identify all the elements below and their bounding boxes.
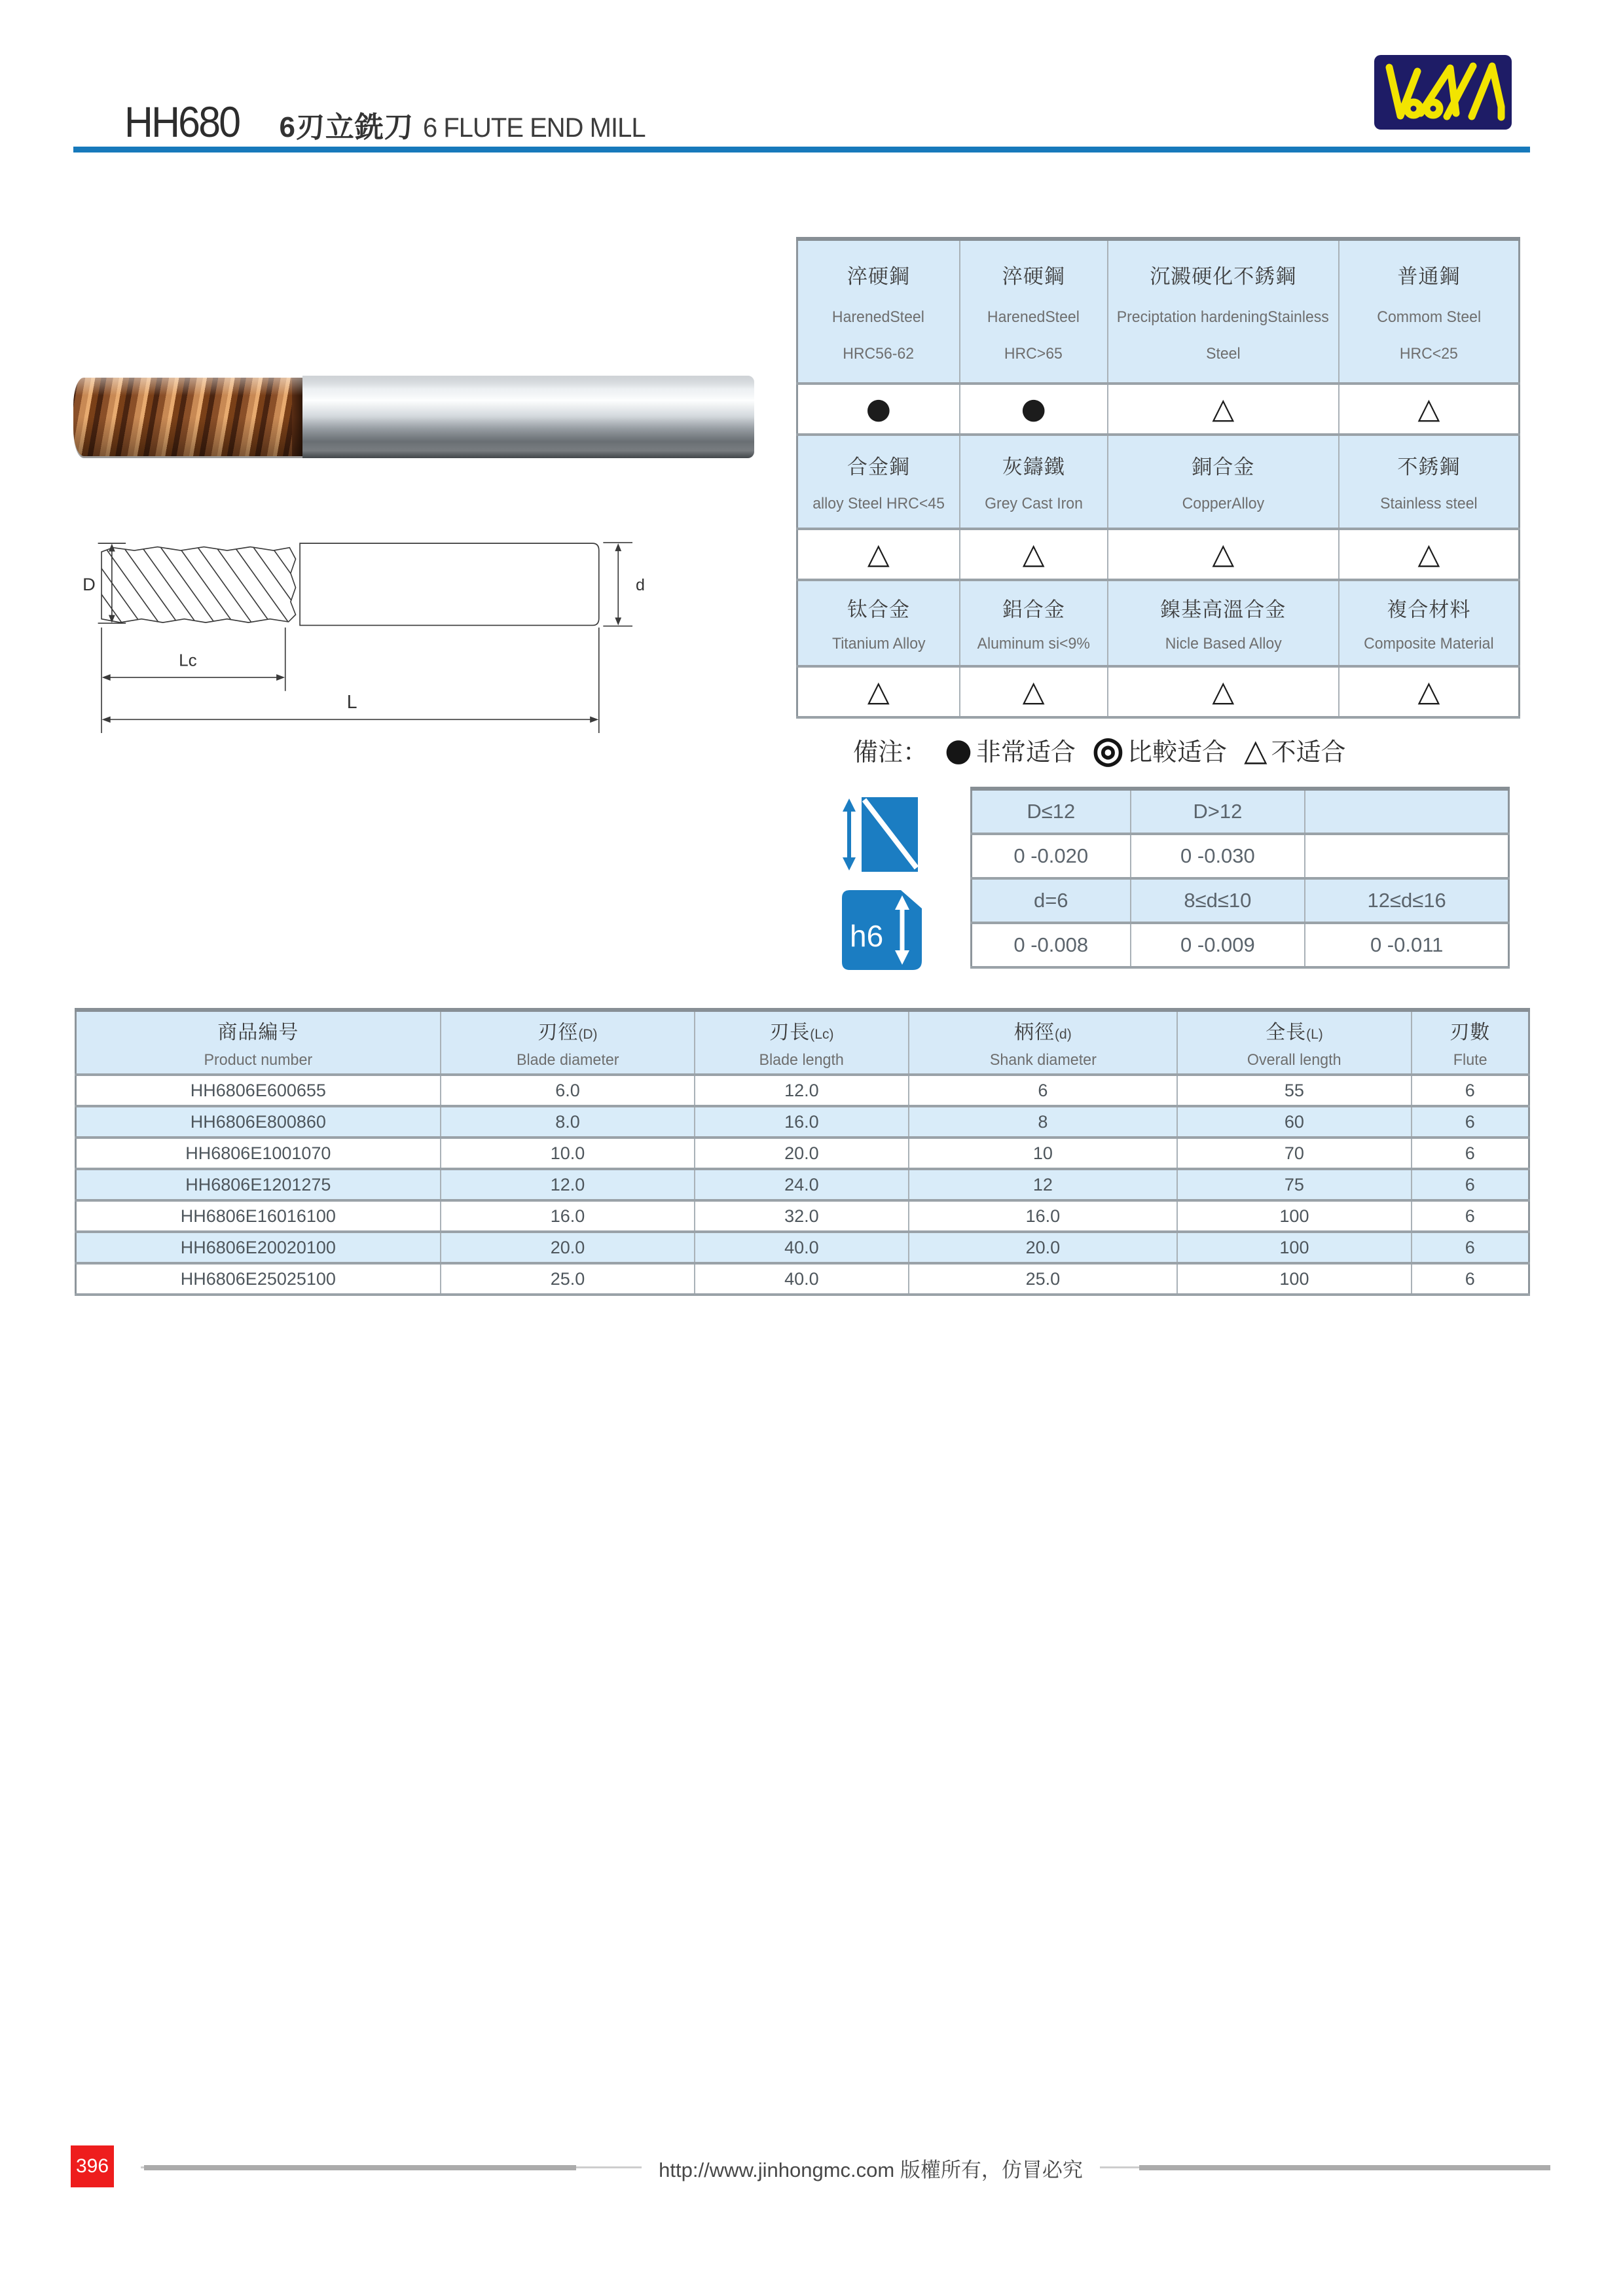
column-label-zh: 刃長 [769, 1022, 811, 1043]
material-cell [797, 580, 960, 666]
column-label-sub: (D) [578, 1027, 598, 1042]
material-cell [960, 239, 1108, 384]
tolerance-cell: D≤12 [972, 789, 1131, 834]
header-rule [73, 147, 1530, 152]
blade-diameter-cell: 12.0 [441, 1169, 695, 1200]
suitability-symbol: △ [1108, 384, 1339, 435]
suitability-symbol: △ [1339, 529, 1520, 580]
legend-item-best [945, 732, 1076, 768]
suitability-symbol: △ [960, 666, 1108, 717]
material-name-en: Titanium Alloy [831, 634, 926, 653]
blade-diameter-cell: 16.0 [441, 1200, 695, 1232]
subtitle [279, 103, 657, 145]
column-label-en: Product number [204, 1051, 313, 1069]
material-cell [960, 435, 1108, 529]
subtitle-english: 6 FLUTE END MILL [422, 112, 646, 143]
table-row [76, 1075, 1529, 1106]
table-row [76, 1263, 1529, 1295]
blade-diameter-cell: 25.0 [441, 1263, 695, 1295]
dim-label-L: L [346, 691, 357, 713]
column-label-zh: 商品編号 [217, 1022, 299, 1043]
material-name-zh: 鋁合金 [1002, 598, 1065, 622]
column-header-blade-length [695, 1010, 908, 1075]
column-header-blade-diameter [441, 1010, 695, 1075]
dim-L-lines [105, 628, 599, 733]
material-name-zh: 合金鋼 [847, 456, 910, 479]
shank-diameter-cell: 25.0 [909, 1263, 1178, 1295]
legend-item-unsuitable [1244, 732, 1345, 768]
shank-diameter-cell: 12 [909, 1169, 1178, 1200]
material-hardness: HRC>65 [1004, 345, 1063, 363]
shank-diameter-cell: 8 [909, 1106, 1178, 1138]
table-row [76, 1169, 1529, 1200]
tolerance-cell: 8≤d≤10 [1131, 878, 1305, 923]
material-name-zh: 灰鑄鐵 [1002, 456, 1065, 479]
tolerance-cell: 0 -0.008 [972, 923, 1131, 967]
material-suitability-table [796, 237, 1520, 719]
tolerance-cell: D>12 [1131, 789, 1305, 834]
overall-length-cell: 100 [1177, 1263, 1411, 1295]
material-name-en: alloy Steel HRC<45 [812, 494, 945, 512]
triangle-icon: △ [1244, 732, 1267, 768]
endmill-photo [73, 376, 754, 458]
column-label-en: Blade diameter [516, 1051, 619, 1069]
legend-label: 非常适合 [976, 739, 1076, 766]
material-name-en: Preciptation hardeningStainless [1117, 308, 1330, 326]
blade-length-cell: 32.0 [695, 1200, 908, 1232]
material-name-zh: 沉澱硬化不銹鋼 [1150, 264, 1297, 288]
material-name-en: HarenedSteel [987, 308, 1080, 326]
material-name-zh: 鎳基高溫合金 [1160, 598, 1286, 622]
suitability-symbol: △ [1108, 666, 1339, 717]
shank-h6-tolerance-icon [841, 889, 923, 971]
dim-Lc-lines [101, 628, 285, 733]
page-title [124, 97, 657, 147]
column-label-en: Flute [1453, 1051, 1487, 1069]
material-cell [797, 435, 960, 529]
suitability-symbol: △ [960, 529, 1108, 580]
endmill-diagram [77, 537, 648, 738]
material-name-zh: 不銹鋼 [1397, 456, 1461, 479]
material-cell [960, 580, 1108, 666]
column-label-en: Blade length [759, 1051, 845, 1069]
tolerance-cell: 0 -0.030 [1131, 834, 1305, 878]
shank-diameter-cell: 20.0 [909, 1232, 1178, 1263]
product-number-cell: HH6806E1001070 [76, 1138, 441, 1169]
table-row [76, 1232, 1529, 1263]
blade-diameter-cell: 20.0 [441, 1232, 695, 1263]
column-label-en: Shank diameter [989, 1051, 1097, 1069]
tolerance-row [972, 789, 1509, 834]
product-table-header [76, 1010, 1529, 1075]
material-name-en: Stainless steel [1380, 494, 1478, 512]
material-header-row-3 [797, 580, 1520, 666]
dim-label-Lc: Lc [179, 650, 197, 670]
material-name-zh: 淬硬鋼 [847, 264, 910, 288]
suitability-symbol: ● [960, 384, 1108, 435]
product-number-cell: HH6806E1201275 [76, 1169, 441, 1200]
footer-rule-left-segment [144, 2165, 576, 2170]
material-cell [1108, 580, 1339, 666]
material-name-en: CopperAlloy [1182, 494, 1265, 512]
material-name-en: Grey Cast Iron [984, 494, 1083, 512]
double-circle-icon: ◎ [1092, 728, 1124, 770]
material-cell [1108, 239, 1339, 384]
photo-highlight [73, 376, 754, 458]
material-name-en: Commom Steel [1376, 308, 1481, 326]
diameter-tolerance-icon [841, 795, 921, 874]
column-label-zh: 刃徑 [538, 1022, 579, 1043]
blade-length-cell: 24.0 [695, 1169, 908, 1200]
table-row [76, 1138, 1529, 1169]
material-name-en: Composite Material [1364, 634, 1494, 653]
tolerance-cell [1305, 834, 1508, 878]
material-hardness: HRC56-62 [843, 345, 915, 363]
column-header-shank-diameter [909, 1010, 1178, 1075]
flute-count-cell: 6 [1412, 1106, 1529, 1138]
column-label-zh: 柄徑 [1014, 1022, 1055, 1043]
material-symbol-row-3 [797, 666, 1520, 717]
tolerance-cell: 0 -0.020 [972, 834, 1131, 878]
blade-diameter-cell: 8.0 [441, 1106, 695, 1138]
flute-count-cell: 6 [1412, 1169, 1529, 1200]
product-number-cell: HH6806E16016100 [76, 1200, 441, 1232]
material-symbol-row-1 [797, 384, 1520, 435]
tolerance-cell: 0 -0.009 [1131, 923, 1305, 967]
material-name-en: HarenedSteel [832, 308, 925, 326]
suitability-symbol: △ [797, 666, 960, 717]
footer-copyright-link[interactable]: http://www.jinhongmc.com 版權所有，仿冒必究 [642, 2153, 1100, 2183]
column-label-sub: (d) [1055, 1027, 1072, 1042]
legend-label: 不适合 [1271, 739, 1346, 766]
material-name-en2: Steel [1206, 345, 1241, 363]
column-label-zh: 全長 [1266, 1022, 1307, 1043]
suitability-symbol: △ [1339, 384, 1520, 435]
flute-outline [101, 547, 295, 623]
dim-d-lines [603, 543, 632, 626]
product-table [75, 1008, 1530, 1296]
material-cell [1339, 580, 1520, 666]
material-name-zh: 淬硬鋼 [1002, 264, 1065, 288]
material-name-zh: 銅合金 [1192, 456, 1255, 479]
product-number-cell: HH6806E25025100 [76, 1263, 441, 1295]
blade-diameter-cell: 6.0 [441, 1075, 695, 1106]
shank-diameter-cell: 10 [909, 1138, 1178, 1169]
material-name-zh: 複合材料 [1387, 598, 1471, 622]
column-label-sub: (Lc) [810, 1027, 834, 1042]
product-number-cell: HH6806E600655 [76, 1075, 441, 1106]
shank-diameter-cell: 6 [909, 1075, 1178, 1106]
overall-length-cell: 55 [1177, 1075, 1411, 1106]
model-number: HH680 [124, 98, 240, 146]
shank-diameter-cell: 16.0 [909, 1200, 1178, 1232]
material-name-zh: 普通鋼 [1397, 264, 1461, 288]
blade-length-cell: 12.0 [695, 1075, 908, 1106]
material-symbol-row-2 [797, 529, 1520, 580]
overall-length-cell: 75 [1177, 1169, 1411, 1200]
material-hardness: HRC<25 [1399, 345, 1458, 363]
column-label-sub: (L) [1306, 1027, 1323, 1042]
material-name-en: Aluminum si<9% [977, 634, 1090, 653]
suitability-symbol: ● [797, 384, 960, 435]
legend-item-good [1092, 728, 1228, 770]
tolerance-row [972, 834, 1509, 878]
material-name-zh: 钛合金 [847, 598, 910, 622]
tolerance-cell [1305, 789, 1508, 834]
product-number-cell: HH6806E20020100 [76, 1232, 441, 1263]
tolerance-row [972, 878, 1509, 923]
legend-prefix: 備注： [853, 739, 928, 766]
tolerance-row [972, 923, 1509, 967]
footer-rule-right-segment [1139, 2165, 1550, 2170]
flute-count-cell: 6 [1412, 1200, 1529, 1232]
tolerance-cell: 0 -0.011 [1305, 923, 1508, 967]
suitability-symbol: △ [797, 529, 960, 580]
flute-count-cell: 6 [1412, 1138, 1529, 1169]
suitability-legend [853, 728, 1346, 770]
blade-diameter-cell: 10.0 [441, 1138, 695, 1169]
material-cell [1339, 435, 1520, 529]
overall-length-cell: 100 [1177, 1200, 1411, 1232]
flute-count-cell: 6 [1412, 1075, 1529, 1106]
overall-length-cell: 70 [1177, 1138, 1411, 1169]
tolerance-cell: 12≤d≤16 [1305, 878, 1508, 923]
overall-length-cell: 60 [1177, 1106, 1411, 1138]
material-header-row-1 [797, 239, 1520, 384]
brand-logo [1374, 54, 1512, 131]
column-label-en: Overall length [1247, 1051, 1341, 1069]
overall-length-cell: 100 [1177, 1232, 1411, 1263]
blade-length-cell: 40.0 [695, 1263, 908, 1295]
blade-length-cell: 40.0 [695, 1232, 908, 1263]
blade-length-cell: 20.0 [695, 1138, 908, 1169]
dim-label-d: d [636, 576, 645, 595]
column-header-product-number [76, 1010, 441, 1075]
column-header-overall-length [1177, 1010, 1411, 1075]
suitability-symbol: △ [1108, 529, 1339, 580]
dim-label-D: D [82, 574, 96, 595]
flute-count-cell: 6 [1412, 1263, 1529, 1295]
subtitle-chinese: 6刃立銑刀 [279, 111, 414, 143]
blade-length-cell: 16.0 [695, 1106, 908, 1138]
suitability-symbol: △ [1339, 666, 1520, 717]
material-cell [1339, 239, 1520, 384]
material-cell [797, 239, 960, 384]
h6-label: h6 [850, 919, 884, 953]
material-name-en: Nicle Based Alloy [1165, 634, 1282, 653]
material-header-row-2 [797, 435, 1520, 529]
table-row [76, 1200, 1529, 1232]
tolerance-table [970, 787, 1510, 969]
material-cell [1108, 435, 1339, 529]
legend-label: 比較适合 [1127, 739, 1228, 766]
filled-circle-icon: ● [945, 731, 972, 768]
product-number-cell: HH6806E800860 [76, 1106, 441, 1138]
tolerance-cell: d=6 [972, 878, 1131, 923]
column-header-flute [1412, 1010, 1529, 1075]
column-label-zh: 刃數 [1450, 1022, 1491, 1043]
footer-page-number: 396 [71, 2145, 114, 2187]
shank-outline [300, 543, 599, 625]
table-row [76, 1106, 1529, 1138]
flute-count-cell: 6 [1412, 1232, 1529, 1263]
